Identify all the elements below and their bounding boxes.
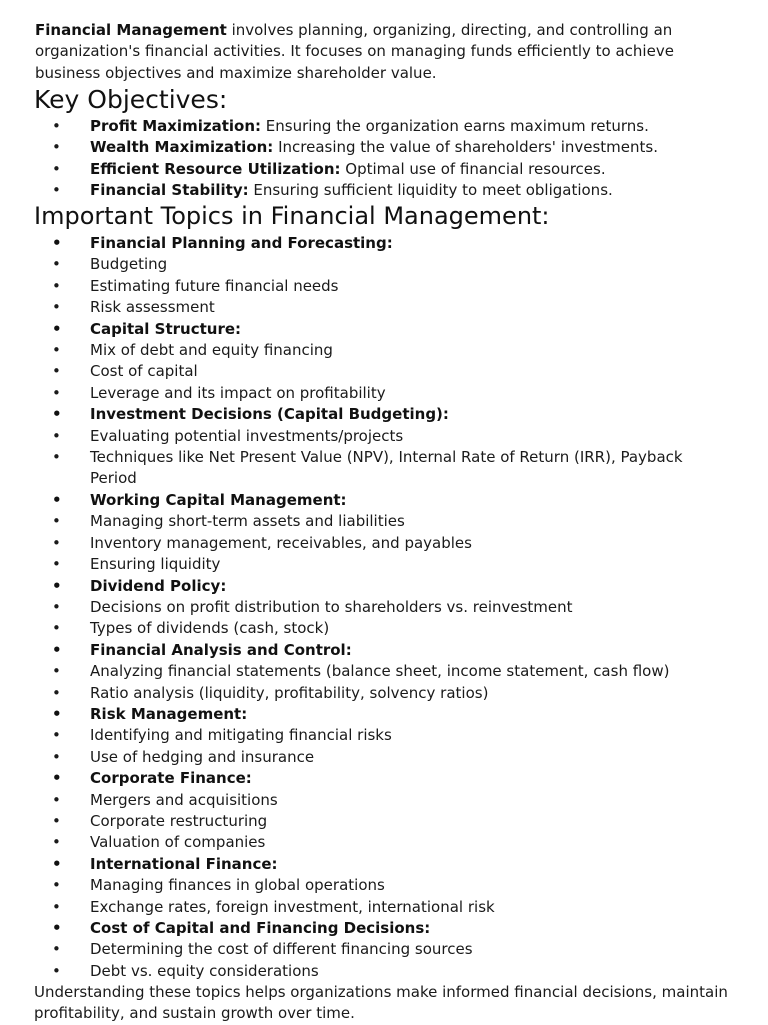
topic-subitem: • Valuation of companies <box>0 832 768 853</box>
conclusion-paragraph: Understanding these topics helps organizations make informed financial decisions, maintain profitability, and sustain growth over time. <box>34 983 728 1023</box>
topic-subitem: • Corporate restructuring <box>0 811 768 832</box>
topic-heading-item: • Working Capital Management: <box>0 490 768 511</box>
objective-text: Ensuring sufficient liquidity to meet obligations. <box>248 181 613 200</box>
topic-subitem: • Evaluating potential investments/projects <box>0 426 768 447</box>
objective-item <box>0 180 768 201</box>
topic-subitem: • Decisions on profit distribution to shareholders vs. reinvestment <box>0 597 768 618</box>
objectives-heading: Key Objectives: <box>34 85 228 114</box>
topic-subitem: • Inventory management, receivables, and payables <box>0 533 768 554</box>
topic-subitem: • Identifying and mitigating financial risks <box>0 725 768 746</box>
objective-text: Increasing the value of shareholders' investments. <box>273 138 658 157</box>
topic-heading-item: • International Finance: <box>0 854 768 875</box>
topic-subitem: • Mix of debt and equity financing <box>0 340 768 361</box>
topic-subitem: • Use of hedging and insurance <box>0 747 768 768</box>
objective-label: Financial Stability: <box>90 181 249 200</box>
topic-subitem: • Managing short-term assets and liabilities <box>0 511 768 532</box>
topic-heading-item: • Investment Decisions (Capital Budgeting): <box>0 404 768 425</box>
objective-item <box>0 137 768 158</box>
objective-label: Profit Maximization: <box>90 117 261 135</box>
objectives-list <box>0 116 768 202</box>
topic-subitem: • Determining the cost of different financing sources <box>0 939 768 960</box>
topic-subitem: • Budgeting <box>0 254 768 275</box>
topic-subitem: • Managing finances in global operations <box>0 875 768 896</box>
topic-heading-item: • Cost of Capital and Financing Decisions: <box>0 918 768 939</box>
topic-subitem: • Estimating future financial needs <box>0 276 768 297</box>
topic-heading-item: • Risk Management: <box>0 704 768 725</box>
topic-subitem: • Mergers and acquisitions <box>0 790 768 811</box>
intro-paragraph <box>35 20 735 84</box>
topic-subitem: • Debt vs. equity considerations <box>0 961 768 982</box>
intro-term: Financial Management <box>35 21 227 39</box>
topic-heading-item: • Financial Planning and Forecasting: <box>0 233 768 254</box>
topic-subitem: • Types of dividends (cash, stock) <box>0 618 768 639</box>
topic-subitem: • Ensuring liquidity <box>0 554 768 575</box>
topic-heading-item: • Corporate Finance: <box>0 768 768 789</box>
topic-heading-item: • Financial Analysis and Control: <box>0 640 768 661</box>
topic-subitem: • Cost of capital <box>0 361 768 382</box>
topic-subitem: • Analyzing financial statements (balance sheet, income statement, cash flow) <box>0 661 768 682</box>
topic-heading-item: • Capital Structure: <box>0 319 768 340</box>
topic-subitem: • Exchange rates, foreign investment, international risk <box>0 897 768 918</box>
objective-text: Ensuring the organization earns maximum returns. <box>261 117 649 135</box>
objective-label: Efficient Resource Utilization: <box>90 159 341 178</box>
topic-subitem: • Ratio analysis (liquidity, profitability, solvency ratios) <box>0 683 768 704</box>
intro-text: involves planning, organizing, directing, and controlling an organization's financial activities. It focuses on managing funds efficiently to achieve business objectives and maximize shareholder value. <box>35 21 674 82</box>
topic-subitem: • Risk assessment <box>0 297 768 318</box>
topic-subitem: • Leverage and its impact on profitability <box>0 383 768 404</box>
topic-heading-item: • Dividend Policy: <box>0 576 768 597</box>
topics-list <box>0 233 768 982</box>
objective-text: Optimal use of financial resources. <box>340 159 606 178</box>
topic-subitem: • Techniques like Net Present Value (NPV), Internal Rate of Return (IRR), Payback Period <box>0 447 768 490</box>
objective-item <box>0 159 768 180</box>
objective-label: Wealth Maximization: <box>90 138 274 157</box>
topics-heading: Important Topics in Financial Management: <box>34 202 550 230</box>
objective-item <box>0 116 768 137</box>
